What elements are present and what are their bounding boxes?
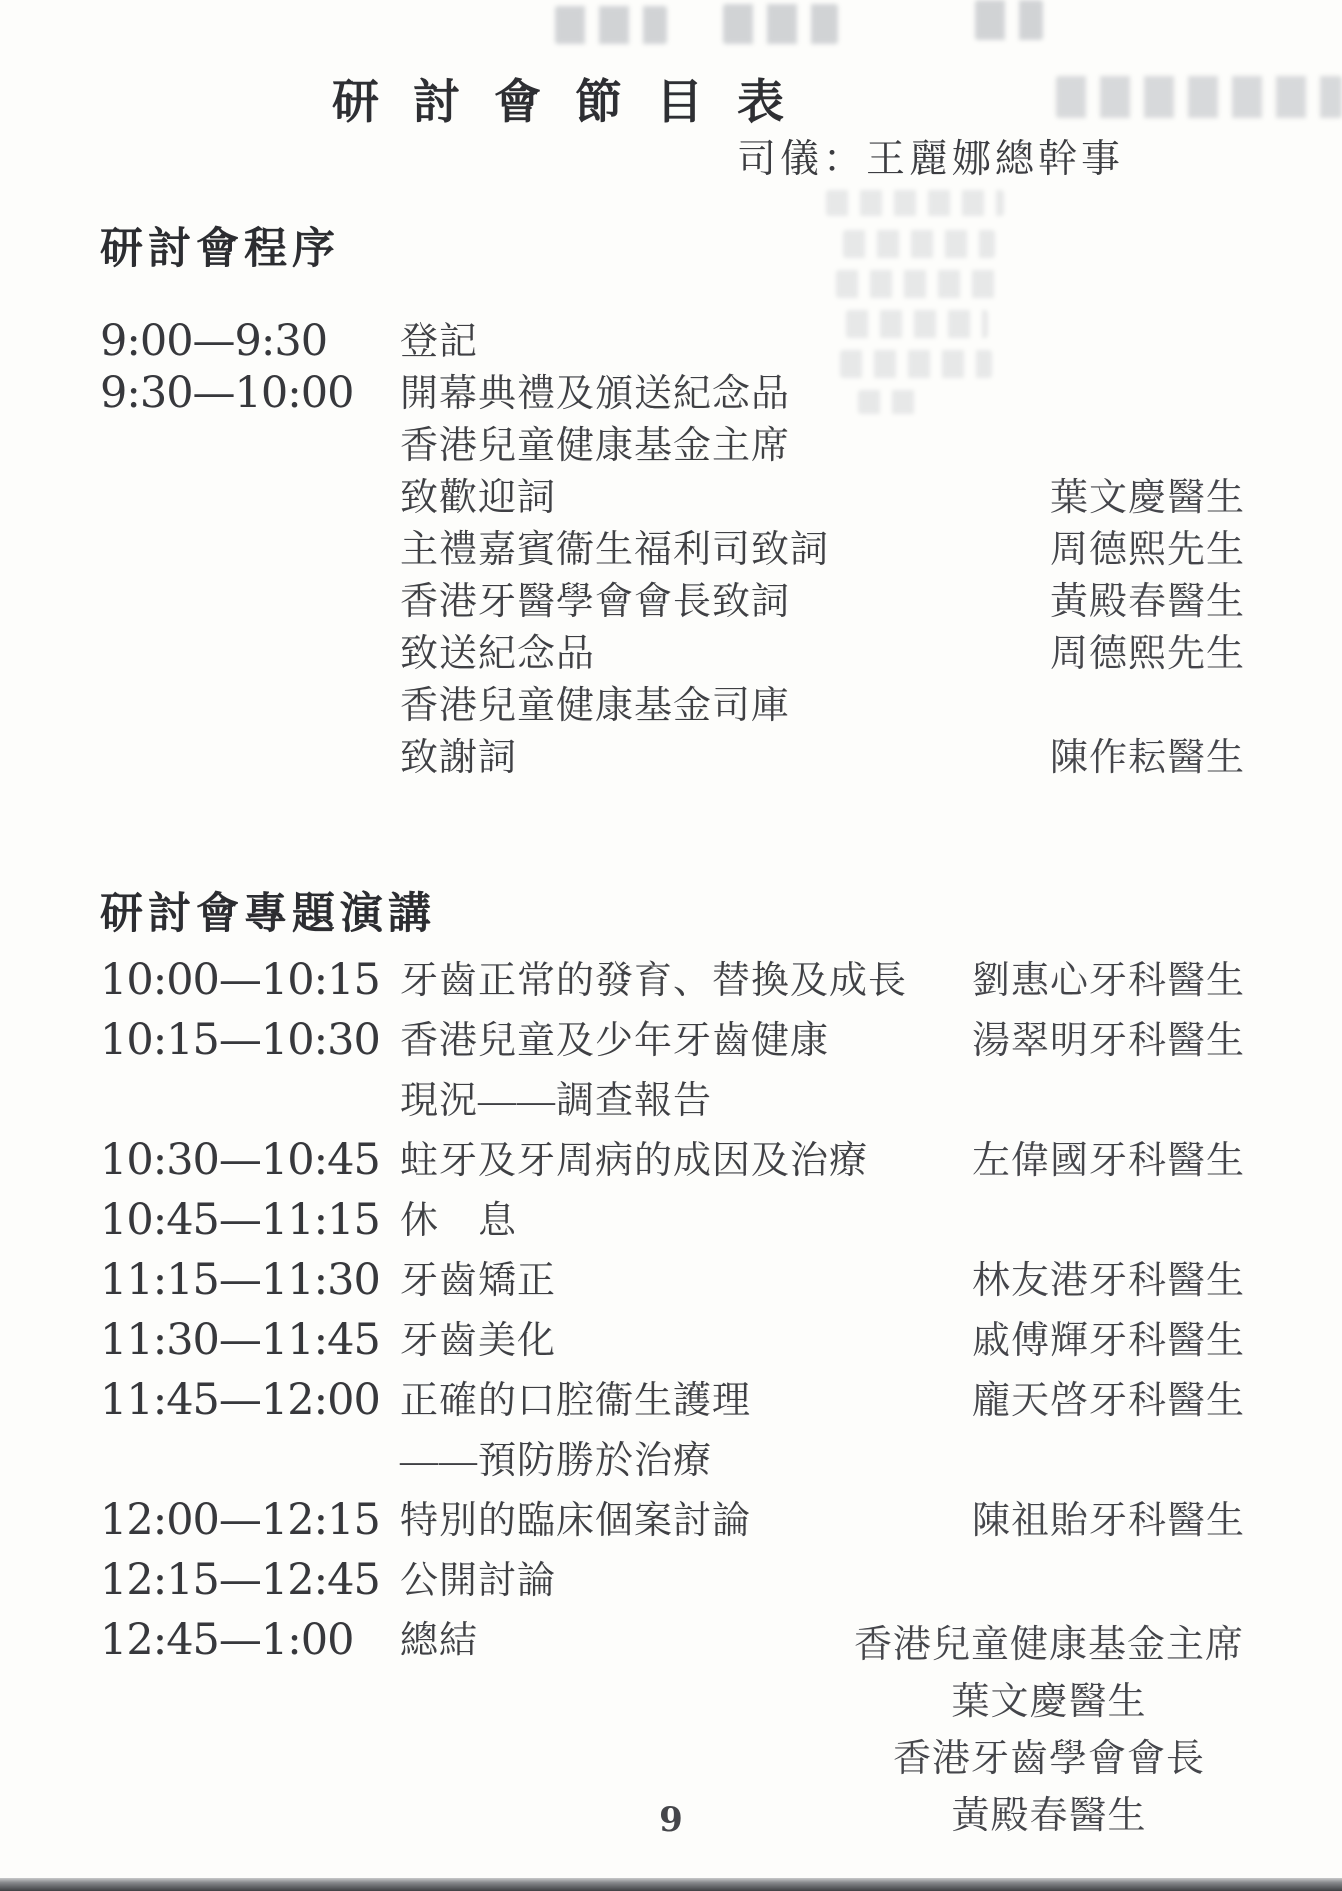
speaker-cell: 林友港牙科醫生 [971,1259,1245,1302]
schedule-row [0,1314,1342,1377]
speaker-cell: 周德熙先生 [1049,528,1245,571]
schedule-row [0,1194,1342,1257]
schedule-row [0,734,1342,786]
event-cell: 致歡迎詞 [400,476,557,519]
schedule-row [0,367,1342,422]
time-cell: 11:15—11:30 [100,1254,380,1305]
page-title: 研討會節目表 [332,75,818,129]
speaker-line: 黃殿春醫生 [951,1794,1147,1837]
schedule-row [0,1437,1342,1497]
schedule-row [0,1494,1342,1557]
time-cell: 11:30—11:45 [100,1314,380,1365]
event-cell: 香港兒童及少年牙齒健康 [400,1019,830,1062]
event-cell: 致謝詞 [400,736,518,779]
section-rows [0,315,1342,786]
event-cell: 牙齒正常的發育、替換及成長 [400,959,908,1002]
time-cell: 10:00—10:15 [100,954,380,1005]
page-number: 9 [659,1800,683,1840]
schedule-row [0,1077,1342,1137]
schedule-row [0,1254,1342,1317]
speaker-cell: 葉文慶醫生 [1049,476,1245,519]
schedule-row [0,954,1342,1017]
schedule-row [0,578,1342,630]
event-cell: 總結 [400,1619,479,1662]
event-cell: 香港牙醫學會會長致詞 [400,580,791,623]
event-cell: 主禮嘉賓衞生福利司致詞 [400,528,830,571]
schedule-row [0,315,1342,370]
event-cell: 登記 [400,320,479,363]
speaker-line: 香港牙齒學會會長 [892,1737,1205,1780]
speaker-line: 葉文慶醫生 [951,1680,1147,1723]
time-cell: 10:30—10:45 [100,1134,380,1185]
time-cell: 9:30—10:00 [100,367,354,418]
mc-line: 司儀：王麗娜總幹事 [737,138,1125,181]
time-cell: 10:15—10:30 [100,1014,380,1065]
bleed-through-mark [723,4,838,44]
event-cell: 牙齒美化 [400,1319,557,1362]
bleed-through-mark [555,6,667,44]
schedule-section [0,188,1342,786]
schedule-section [0,853,1342,1837]
time-cell: 10:45—11:15 [100,1194,380,1245]
speaker-cell: 周德熙先生 [1049,632,1245,675]
speaker-line: 香港兒童健康基金主席 [853,1623,1244,1666]
schedule-row [0,1554,1342,1617]
speaker-cell: 陳祖貽牙科醫生 [971,1499,1245,1542]
schedule-row [0,526,1342,578]
event-cell: 香港兒童健康基金主席 [400,424,791,467]
schedule-row [0,1134,1342,1197]
time-cell: 11:45—12:00 [100,1374,380,1425]
event-cell: 牙齒矯正 [400,1259,557,1302]
speaker-cell: 左偉國牙科醫生 [971,1139,1245,1182]
schedule-row [0,1614,1342,1837]
speaker-cell: 黃殿春醫生 [1049,580,1245,623]
speaker-cell: 龐天啓牙科醫生 [971,1379,1245,1422]
schedule-row [0,1374,1342,1437]
bleed-through-mark [975,0,1043,40]
event-cell: 公開討論 [400,1559,557,1602]
speaker-cell: 湯翠明牙科醫生 [971,1019,1245,1062]
event-cell: 正確的口腔衞生護理 [400,1379,752,1422]
schedule-row [0,1014,1342,1077]
event-cell: 開幕典禮及頒送紀念品 [400,372,791,415]
time-cell: 9:00—9:30 [100,315,328,366]
event-cell: 蛀牙及牙周病的成因及治療 [400,1139,869,1182]
schedule-row [0,630,1342,682]
scan-edge-strip [0,1878,1342,1891]
section-heading: 研討會專題演講 [100,889,436,938]
event-cell: 休 息 [400,1199,518,1242]
section-rows [0,954,1342,1837]
schedule-row [0,682,1342,734]
speaker-cell: 戚傅輝牙科醫生 [971,1319,1245,1362]
event-cell: 致送紀念品 [400,632,596,675]
section-heading: 研討會程序 [100,224,340,273]
bleed-through-mark [1056,76,1342,118]
speaker-cell: 陳作耘醫生 [1049,736,1245,779]
event-cell: ——預防勝於治療 [400,1439,713,1482]
speaker-cell: 劉惠心牙科醫生 [971,959,1245,1002]
schedule-row [0,422,1342,474]
schedule-row [0,474,1342,526]
time-cell: 12:45—1:00 [100,1614,354,1665]
event-cell: 香港兒童健康基金司庫 [400,684,791,727]
time-cell: 12:15—12:45 [100,1554,380,1605]
event-cell: 現況——調查報告 [400,1079,713,1122]
time-cell: 12:00—12:15 [100,1494,380,1545]
event-cell: 特別的臨床個案討論 [400,1499,752,1542]
